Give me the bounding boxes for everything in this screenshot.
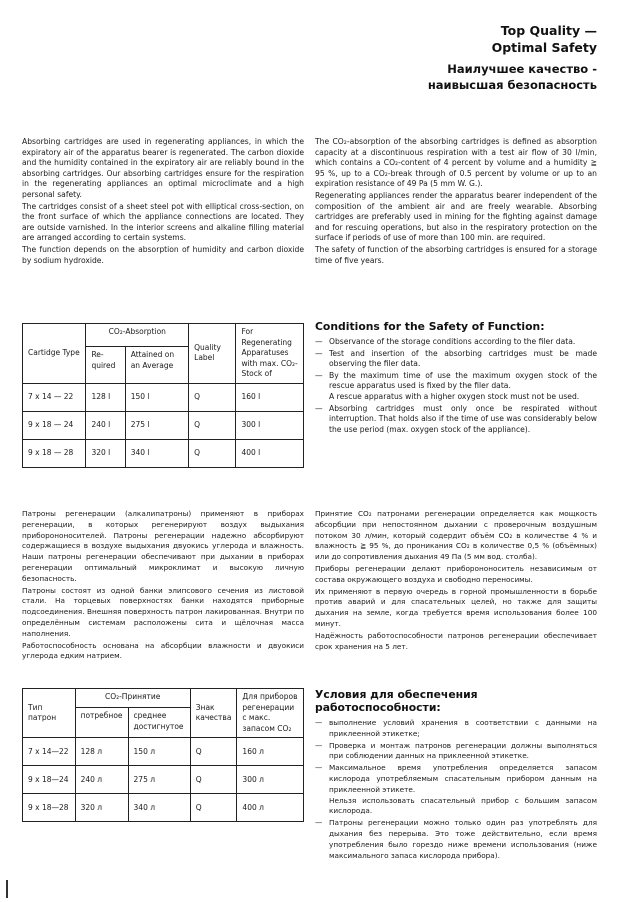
header-type: Тип патрон	[23, 689, 76, 738]
title-ru-block	[428, 61, 597, 93]
english-cartridge-table	[22, 323, 304, 468]
cell-required: 240 л	[75, 766, 128, 794]
header-attained: Attained on an Average	[125, 347, 188, 384]
header-required: потребное	[75, 707, 128, 737]
cell-stock: 160 л	[237, 738, 304, 766]
paragraph: Работоспособность основана на абсорбции влажности и двуокиси углерода едким натрием.	[22, 640, 304, 661]
title-en-line2: Optimal Safety	[491, 40, 597, 55]
title-en-line1: Top Quality —	[500, 23, 597, 38]
table-row	[23, 383, 304, 411]
table-row	[23, 411, 304, 439]
dash-bullet-icon: —	[315, 763, 323, 773]
cell-attained: 150 л	[128, 738, 190, 766]
header-quality: Знак качества	[190, 689, 237, 738]
dash-bullet-icon: —	[315, 348, 323, 358]
russian-cartridge-table	[22, 688, 304, 822]
cell-quality: Q	[190, 794, 237, 822]
paragraph: The cartridges consist of a sheet steel pot with elliptical cross-section, on the front surface of which the appliance connections are located. They are outside varnished. In the interior screens and alkaline filling material are arranged according to certain systems.	[22, 201, 304, 243]
paragraph: The CO₂-absorption of the absorbing cartridges is defined as absorption capacity at a discontinuous respiration with a test air flow of 30 l/min, which contains a CO₂-content of 4 percent by volume and a humidity ≧ 95 %, up to a CO₂-break through of 0.5 percent by volume or up to an expiration resistance of 49 Pa (5 mm W. G.).	[315, 137, 597, 189]
header-type: Cartidge Type	[23, 324, 86, 384]
cell-type: 9 x 18 — 28	[23, 439, 86, 467]
paragraph: Приборы регенерации делают приборононоситель независимым от состава окружающего воздуха и свободно переносимы.	[315, 563, 597, 584]
dash-bullet-icon: —	[315, 818, 323, 828]
russian-details-column	[315, 509, 597, 652]
cell-type: 9 x 18—24	[23, 766, 76, 794]
paragraph: Их применяют в первую очередь в горной промышленности в борьбе против аварий и для спасательных целей, но также для защиты дыхания на земле, когда требуется время использования более 100 минут.	[315, 586, 597, 628]
paragraph: Патроны состоят из одной банки элипсового сечения из листовой стали. На торцевых поверхностях банки находятся приборные подсоединения. Внешняя поверхность патрон лакированная. Внутри по определённым системам расположены сита и щёлочная масса наполнения.	[22, 585, 304, 638]
conditions-list	[315, 718, 597, 861]
list-item: — By the maximum time of use the maximum oxygen stock of the rescue apparatus used is fixed by the filer data. A rescue apparatus with a higher oxygen stock must not be used.	[315, 370, 597, 401]
cell-attained: 275 l	[125, 411, 188, 439]
header-stock: Для приборов регенерации с макс. запасом CO₂	[237, 689, 304, 738]
list-item: — Патроны регенерации можно только один раз употреблять для дыхания без перерыва. Это тоже действительно, если время употребления было горездо ниже времени использования (ниже максимального запаса кислорода прибора).	[315, 818, 597, 860]
cell-stock: 160 l	[236, 383, 304, 411]
header-quality: Quality Label	[189, 324, 236, 384]
cell-required: 128 л	[75, 738, 128, 766]
cell-stock: 400 л	[237, 794, 304, 822]
header-required: Re-quired	[86, 347, 125, 384]
list-item: — Observance of the storage conditions according to the filer data.	[315, 337, 576, 346]
paragraph: Absorbing cartridges are used in regenerating appliances, in which the expiratory air of the apparatus bearer is regenerated. The carbon dioxide and the humidity contained in the expiratory air are reliably bound in the absorbing cartridges. Our absorbing cartridges ensure for the respiration in the regenerating appliances an optimal microclimate and a high personal safety.	[22, 137, 304, 199]
russian-conditions	[315, 688, 597, 862]
cell-quality: Q	[189, 439, 236, 467]
header-absorption-group: CO₂-Absorption	[86, 324, 189, 347]
paragraph: Regenerating appliances render the apparatus bearer independent of the composition of the ambient air and are freely wearable. Absorbing cartridges are preferably used in mining for the fighting against damage and for rescuing operations, but also in the respiratory protection on the surface if periods of use of more than 100 min. are required.	[315, 190, 597, 243]
english-conditions	[315, 320, 597, 436]
cell-attained: 340 l	[125, 439, 188, 467]
margin-mark	[6, 880, 8, 898]
dash-bullet-icon: —	[315, 718, 323, 727]
cell-stock: 400 l	[236, 439, 304, 467]
paragraph: The function depends on the absorption of humidity and carbon dioxide by sodium hydroxide.	[22, 244, 304, 265]
list-item: — выполнение условий хранения в соответствии с данными на приклеенной этикетке;	[315, 718, 597, 738]
table-row	[23, 738, 304, 766]
page-header	[428, 22, 597, 93]
english-details-column	[315, 137, 597, 266]
dash-bullet-icon: —	[315, 403, 323, 413]
cell-stock: 300 л	[237, 766, 304, 794]
cell-required: 320 л	[75, 794, 128, 822]
cell-quality: Q	[189, 411, 236, 439]
cell-type: 9 x 18—28	[23, 794, 76, 822]
conditions-heading: Conditions for the Safety of Function:	[315, 320, 545, 333]
dash-bullet-icon: —	[315, 337, 323, 346]
list-item-note: A rescue apparatus with a higher oxygen stock must not be used.	[329, 391, 580, 401]
cell-stock: 300 l	[236, 411, 304, 439]
cell-type: 7 x 14—22	[23, 738, 76, 766]
cell-quality: Q	[190, 766, 237, 794]
list-item: — Absorbing cartridges must only once be respirated without interruption. That holds also if the time of use was considerably below the use period (max. oxygen stock of the appliance).	[315, 403, 597, 434]
cell-required: 240 l	[86, 411, 125, 439]
english-intro-column	[22, 137, 304, 266]
list-item: — Максимальное время употребления определяется запасом кислорода употребляемым спасательным прибором данным на приклеенной этикете. Нельзя использовать спасательный прибор с большим запасом кислорода.	[315, 763, 597, 816]
table-row	[23, 794, 304, 822]
paragraph: Надёжность работоспособности патронов регенерации обеспечивает срок хранения на 5 лет.	[315, 630, 597, 651]
conditions-heading: Условия для обеспечения работоспособности:	[315, 688, 478, 714]
title-ru-line2: наивысшая безопасность	[427, 78, 597, 92]
paragraph: Патроны регенерации (алкалипатроны) применяют в приборах регенерации, в которых регенерируют воздух выдыхания приборононосителей. Патроны регенерации надежно абсорбируют содержащиеся в воздухе выдыхания двуокись углерода и влажность. Наши патроны регенерации обеспечивают при дыхании в приборах регенерации оптимальный микроклимат и высокую личную безопасность.	[22, 509, 304, 583]
cell-type: 9 x 18 — 24	[23, 411, 86, 439]
paragraph: Принятие CO₂ патронами регенерации определяется как мощкость абсорбции при непостоянном дыхании с проверочным воздушным потоком 30 л/мин, который содердит объём CO₂ в количестве 4 % и влажность ≧ 95 %, до проникания CO₂ в количестве 0,5 % (объёмных) или до сопротивления дыхания 49 Па (5 мм вод. столба).	[315, 509, 597, 562]
list-item-note: Нельзя использовать спасательный прибор с большим запасом кислорода.	[329, 795, 597, 816]
cell-quality: Q	[189, 383, 236, 411]
title-ru-line1: Наилучшее качество -	[447, 62, 597, 76]
russian-intro-column	[22, 509, 304, 662]
cell-required: 320 l	[86, 439, 125, 467]
dash-bullet-icon: —	[315, 740, 323, 750]
paragraph: The safety of function of the absorbing cartridges is ensured for a storage time of five years.	[315, 244, 597, 265]
cell-attained: 340 л	[128, 794, 190, 822]
cell-quality: Q	[190, 738, 237, 766]
list-item: — Test and insertion of the absorbing cartridges must be made observing the filer data.	[315, 348, 597, 369]
header-absorption-group: CO₂-Принятие	[75, 689, 190, 708]
cell-attained: 275 л	[128, 766, 190, 794]
cell-attained: 150 l	[125, 383, 188, 411]
table-row	[23, 766, 304, 794]
cell-type: 7 x 14 — 22	[23, 383, 86, 411]
header-attained: среднее достигнутое	[128, 707, 190, 737]
header-stock: For Regenerating Apparatuses with max. CO₂-Stock of	[236, 324, 304, 384]
dash-bullet-icon: —	[315, 370, 323, 380]
cell-required: 128 l	[86, 383, 125, 411]
conditions-list	[315, 337, 597, 435]
table-row	[23, 439, 304, 467]
list-item: — Проверка и монтаж патронов регенерации должны выполняться при соблюдении данных на приклеенной этикетке.	[315, 740, 597, 761]
